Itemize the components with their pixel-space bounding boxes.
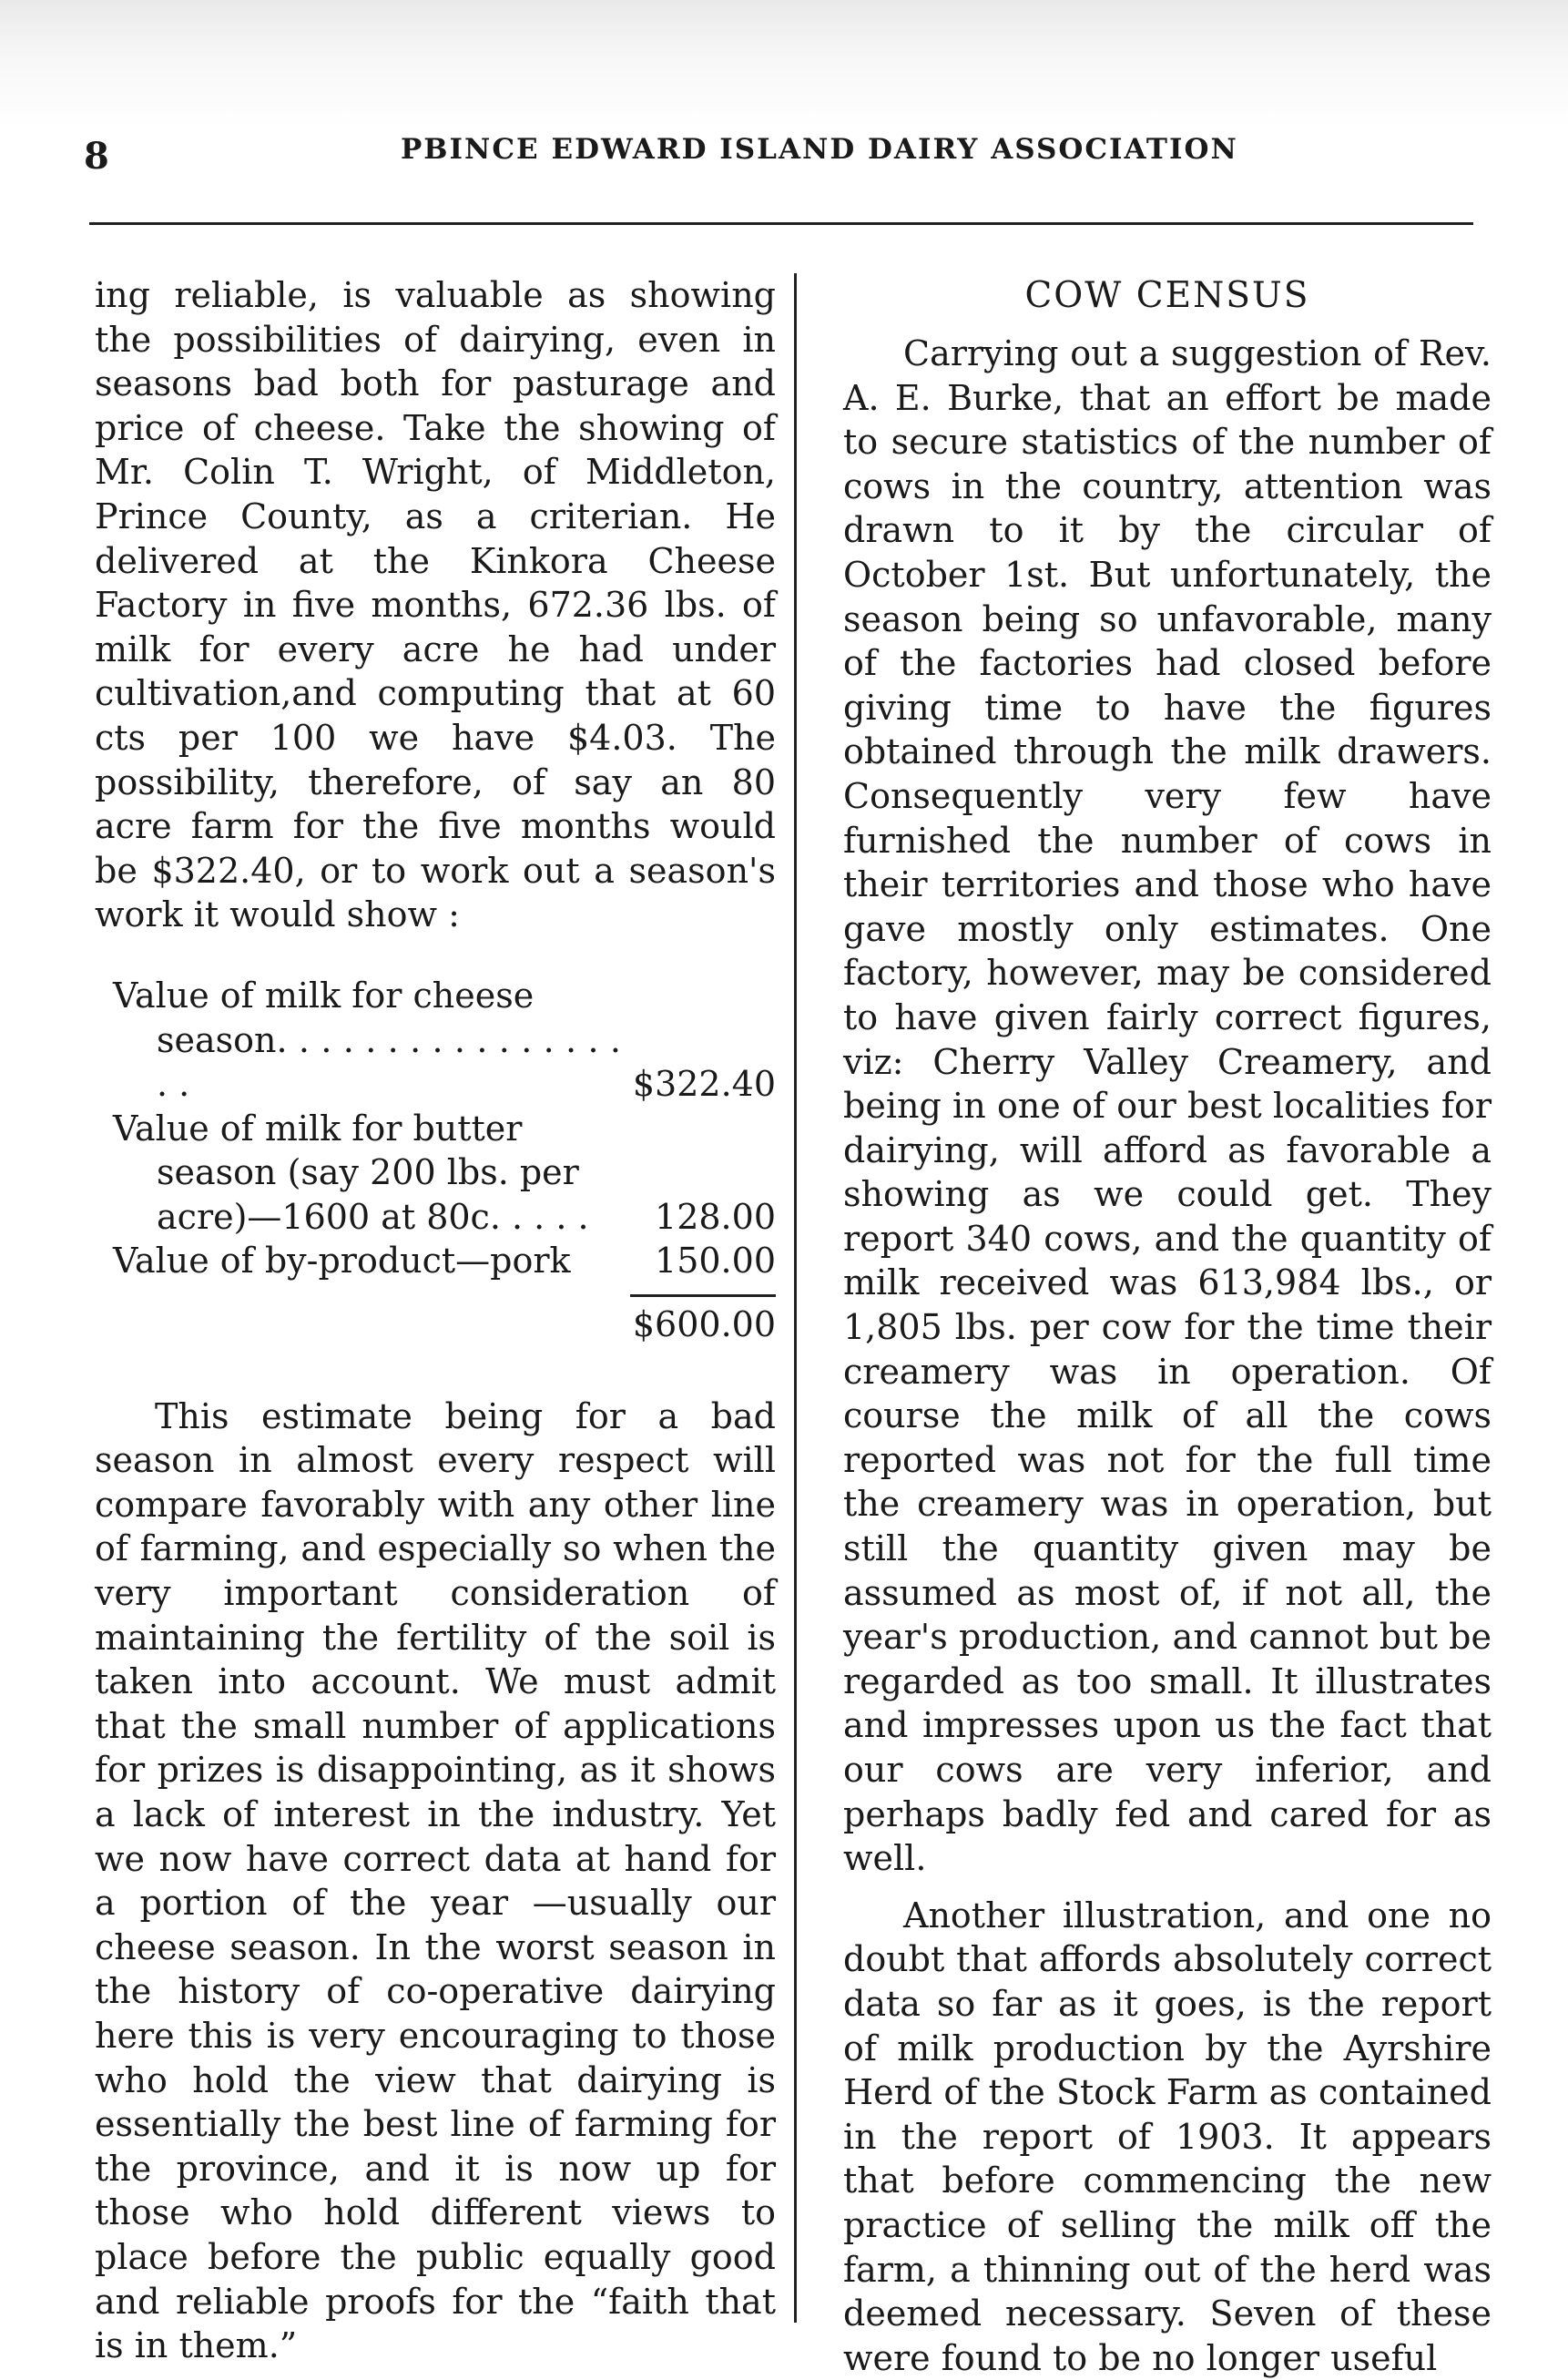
section-heading: COW CENSUS (1024, 275, 1310, 316)
table-row (113, 1107, 776, 1151)
running-head: PBINCE EDWARD ISLAND DAIRY ASSOCIATION (401, 133, 1238, 166)
table-row-label: acre)—1600 at 80c. . . . . (157, 1196, 589, 1237)
table-row (113, 1239, 776, 1283)
table-row-label: season. . . . . . . . . . . . . . . . . . (157, 1019, 621, 1105)
table-total: $600.00 (632, 1304, 776, 1345)
column-divider (794, 273, 797, 2323)
table-row (113, 1195, 776, 1240)
value-table (113, 974, 776, 1347)
header-rule (89, 222, 1473, 225)
table-row (113, 1018, 776, 1107)
table-row-label: Value of by-product—pork (113, 1241, 571, 1282)
right-column (843, 273, 1492, 2380)
table-row-label: Value of milk for cheese (113, 975, 535, 1016)
table-row-label: Value of milk for butter (113, 1108, 523, 1149)
table-row-amount: $322.40 (632, 1064, 776, 1105)
right-paragraph-1: Carrying out a suggestion of Rev. A. E. Burke, that an effort be made to secure statistics of the number of cows in the country, attention was drawn to it by the circular of October 1st. But unfortunately, the season being so unfavorable, many of the factories had closed before giving time to have the figures obtained through the milk drawers. Consequently very few have furnished the number of cows in their territories and those who have gave mostly only estimates. One factory, however, may be considered to have given fairly correct figures, viz: Cherry Valley Creamery, and being in one of our best localities for dairying, will afford as favorable a showing as we could get. They report 340 cows, and the quantity of milk received was 613,984 lbs., or 1,805 lbs. per cow for the time their creamery was in operation. Of course the milk of all the cows reported was not for the full time the creamery was in operation, but still the quantity given may be assumed as most of, if not all, the year's production, and cannot but be regarded as too small. It illustrates and impresses upon us the fact that our cows are very inferior, and perhaps badly fed and cared for as well. (843, 333, 1492, 1879)
right-paragraph-2: Another illustration, and one no doubt that affords absolutely correct data so far as it goes, is the report of milk production by the Ayrshire Herd of the Stock Farm as contained in the report of 1903. It appears that before commencing the new practice of selling the milk off the farm, a thinning out of the herd was deemed necessary. Seven of these were found to be no longer useful (843, 1895, 1492, 2378)
table-row-amount: 150.00 (655, 1241, 776, 1282)
table-row-label: season (say 200 lbs. per (157, 1152, 579, 1193)
table-row (113, 974, 776, 1018)
table-row-amount: 128.00 (655, 1196, 776, 1237)
page-number: 8 (84, 135, 109, 178)
left-paragraph-2: This estimate being for a bad season in almost every respect will compare favorably with any other line of farming, and especially so when the very important consideration of maintaining the fertility of the soil is taken into account. We must admit that the small number of applications for prizes is disappointing, as it shows a lack of interest in the industry. Yet we now have correct data at hand for a portion of the year —usually our cheese season. In the worst season in the history of co-operative dairying here this is very encouraging to those who hold the view that dairying is essentially the best line of farming for the province, and it is now up for those who hold different views to place before the public equally good and reliable proofs for the “faith that is in them.” (95, 1395, 776, 2366)
left-paragraph-1: ing reliable, is valuable as showing the possibilities of dairying, even in seasons bad both for pasturage and price of cheese. Take the showing of Mr. Colin T. Wright, of Middleton, Prince County, as a criterian. He delivered at the Kinkora Cheese Factory in five months, 672.36 lbs. of milk for every acre he had under cultivation,and computing that at 60 cts per 100 we have $4.03. The possibility, therefore, of say an 80 acre farm for the five months would be $322.40, or to work out a season's work it would show : (95, 275, 776, 935)
table-total-row (113, 1302, 776, 1347)
left-column (95, 273, 776, 2368)
total-rule (630, 1294, 776, 1297)
table-row (113, 1150, 776, 1195)
